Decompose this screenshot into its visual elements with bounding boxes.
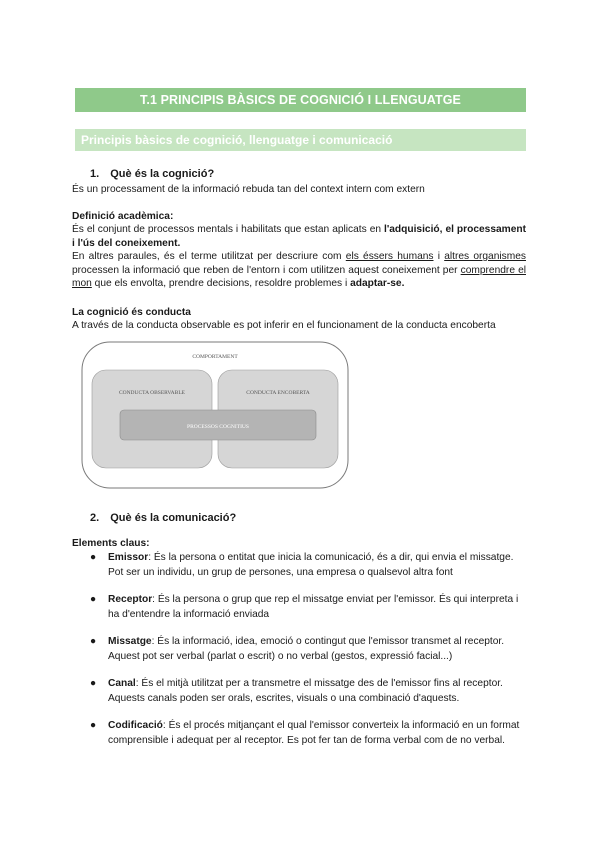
paragraph-a: En altres paraules, és el terme utilitzat per descriure com bbox=[72, 251, 346, 262]
elements-heading: Elements claus: bbox=[72, 538, 150, 549]
bullet-text: : És la persona o entitat que inicia la comunicació, és a dir, qui envia el missatge. Pot ser un individu, un grup de persones, una empresa o qualsevol altra font bbox=[108, 552, 514, 578]
elements-list bbox=[90, 550, 528, 748]
bullet-label: Codificació bbox=[108, 720, 163, 731]
conduct-heading: La cognició és conducta bbox=[72, 307, 191, 318]
bullet-label: Emissor bbox=[108, 552, 149, 563]
conduct-text: A través de la conducta observable es pot inferir en el funcionament de la conducta encoberta bbox=[72, 320, 496, 331]
left-label: CONDUCTA OBSERVABLE bbox=[118, 390, 186, 396]
bullet-text: : És la informació, idea, emoció o contingut que l'emissor transmet al receptor. Aquest pot ser verbal (parlat o escrit) o no verbal (gestos, expressió facial...) bbox=[108, 636, 505, 662]
section1-intro: És un processament de la informació rebuda tan del context intern com extern bbox=[72, 184, 425, 195]
paragraph-bold: adaptar-se. bbox=[350, 278, 405, 290]
section2-heading bbox=[90, 512, 236, 526]
paragraph-underline-3: comprendre el mon bbox=[72, 264, 526, 290]
bullet-dot: ● bbox=[90, 594, 97, 605]
section2-number: 2. bbox=[90, 512, 100, 524]
list-item bbox=[90, 718, 528, 748]
definition-heading: Definició acadèmica: bbox=[72, 211, 174, 222]
paragraph-b: i bbox=[433, 251, 445, 262]
bullet-dot: ● bbox=[90, 636, 97, 647]
section-subtitle: Principis bàsics de cognició, llenguatge i comunicació bbox=[75, 129, 526, 151]
list-item bbox=[90, 676, 528, 706]
list-item bbox=[90, 550, 528, 580]
paragraph-c: processen la informació que reben de l'entorn i com utilitzen aquest coneixement per bbox=[72, 264, 461, 276]
bullet-label: Missatge bbox=[108, 636, 152, 647]
center-label: PROCESSOS COGNITIUS bbox=[187, 424, 249, 430]
right-label: CONDUCTA ENCOBERTA bbox=[246, 390, 310, 396]
paragraph-underline-2: altres organismes bbox=[444, 251, 526, 262]
list-item bbox=[90, 634, 528, 664]
definition-text bbox=[72, 223, 526, 250]
paragraph-d: que els envolta, prendre decisions, resoldre problemes i bbox=[91, 278, 351, 290]
document-title: T.1 PRINCIPIS BÀSICS DE COGNICIÓ I LLENGUATGE bbox=[75, 88, 526, 112]
bullet-text: : És el mitjà utilitzat per a transmetre el missatge des de l'emissor fins al receptor. Aquests canals poden ser orals, escrites, visuals o una combinació d'aquests. bbox=[108, 678, 503, 704]
bullet-label: Canal bbox=[108, 678, 136, 689]
bullet-text: : És la persona o grup que rep el missatge enviat per l'emissor. És qui interpreta i ha d'entendre la informació enviada bbox=[108, 594, 519, 620]
cognition-diagram bbox=[80, 340, 350, 490]
paragraph-underline-1: els éssers humans bbox=[345, 251, 434, 262]
list-item bbox=[90, 592, 528, 622]
section2-title: Què és la comunicació? bbox=[110, 512, 237, 524]
section1-title: Què és la cognició? bbox=[110, 168, 215, 180]
definition-text-bold: l'adquisició, el processament i l'ús del coneixement. bbox=[72, 224, 526, 249]
definition-paragraph bbox=[72, 250, 526, 291]
outer-label: COMPORTAMENT bbox=[192, 354, 238, 360]
definition-text-a: És el conjunt de processos mentals i habilitats que estan aplicats en bbox=[72, 224, 385, 235]
bullet-label: Receptor bbox=[108, 594, 153, 605]
bullet-dot: ● bbox=[90, 552, 97, 563]
bullet-dot: ● bbox=[90, 678, 97, 689]
bullet-dot: ● bbox=[90, 720, 97, 731]
bullet-text: : És el procés mitjançant el qual l'emissor converteix la informació en un format comprensible i adequat per al receptor. Es pot fer tan de forma verbal com de no verbal. bbox=[108, 720, 520, 746]
section1-heading bbox=[90, 168, 214, 182]
section1-number: 1. bbox=[90, 168, 100, 180]
